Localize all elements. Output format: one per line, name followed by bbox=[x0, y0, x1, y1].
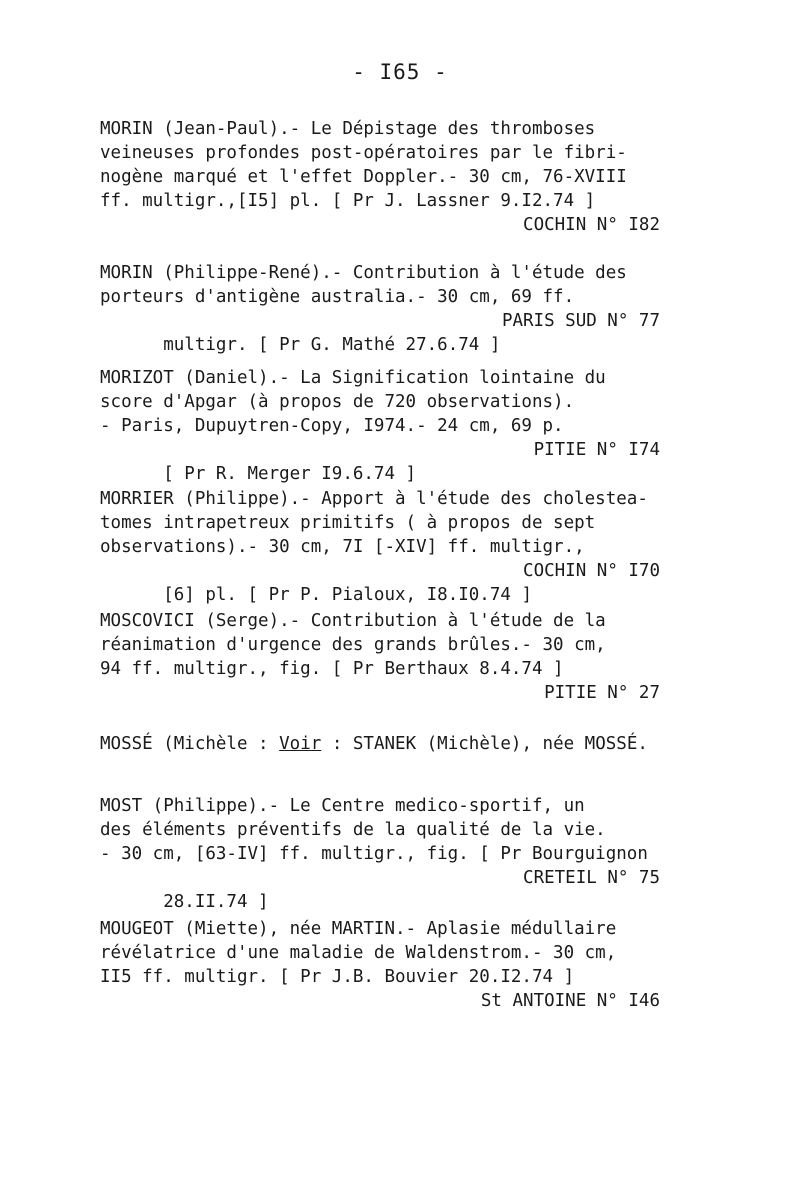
entry-line: MORIZOT (Daniel).- La Signification lointaine du bbox=[100, 368, 606, 388]
entry-location: PARIS SUD N° 77 bbox=[501, 311, 660, 331]
entry-line: MORIN (Philippe-René).- Contribution à l'étude des bbox=[100, 263, 627, 283]
entry-line: 28.II.74 ] bbox=[163, 892, 269, 912]
entry-line: des éléments préventifs de la qualité de la vie. bbox=[100, 820, 606, 840]
entry-location: COCHIN N° I70 bbox=[523, 561, 660, 581]
entry-line: réanimation d'urgence des grands brûles.- 30 cm, bbox=[100, 635, 606, 655]
entry-line: score d'Apgar (à propos de 720 observations). bbox=[100, 392, 575, 412]
cross-reference-target: : STANEK (Michèle), née MOSSÉ. bbox=[321, 734, 648, 754]
entry-line: MOSCOVICI (Serge).- Contribution à l'étude de la bbox=[100, 611, 606, 631]
entry-location: PITIE N° 27 bbox=[544, 683, 660, 703]
entry-line: tomes intrapetreux primitifs ( à propos de sept bbox=[100, 513, 596, 533]
bibliography-entry bbox=[100, 917, 660, 1013]
entry-line: MORIN (Jean-Paul).- Le Dépistage des thromboses bbox=[100, 119, 596, 139]
bibliography-entry bbox=[100, 794, 660, 912]
entry-line: - Paris, Dupuytren-Copy, I974.- 24 cm, 69 p. bbox=[100, 416, 564, 436]
bibliography-entry bbox=[100, 366, 660, 484]
entry-line: MOUGEOT (Miette), née MARTIN.- Aplasie médullaire bbox=[100, 919, 617, 939]
entry-location: St ANTOINE N° I46 bbox=[480, 991, 660, 1011]
entry-line: 94 ff. multigr., fig. [ Pr Berthaux 8.4.74 ] bbox=[100, 659, 564, 679]
entry-line: veineuses profondes post-opératoires par le fibri- bbox=[100, 143, 627, 163]
entry-location: CRETEIL N° 75 bbox=[523, 868, 660, 888]
entry-line: observations).- 30 cm, 7I [-XIV] ff. multigr., bbox=[100, 537, 585, 557]
entry-line: MOST (Philippe).- Le Centre medico-sportif, un bbox=[100, 796, 585, 816]
entry-line: multigr. [ Pr G. Mathé 27.6.74 ] bbox=[163, 335, 501, 355]
entry-line: [6] pl. [ Pr P. Pialoux, I8.I0.74 ] bbox=[163, 585, 532, 605]
entry-line: MORRIER (Philippe).- Apport à l'étude des cholestea- bbox=[100, 489, 648, 509]
entry-line: nogène marqué et l'effet Doppler.- 30 cm, 76-XVIII bbox=[100, 167, 627, 187]
entry-line: - 30 cm, [63-IV] ff. multigr., fig. [ Pr Bourguignon bbox=[100, 844, 648, 864]
entry-line: porteurs d'antigène australia.- 30 cm, 69 ff. bbox=[100, 287, 575, 307]
cross-reference-entry bbox=[100, 732, 660, 756]
bibliography-entry bbox=[100, 117, 660, 237]
entry-line: [ Pr R. Merger I9.6.74 ] bbox=[163, 464, 417, 484]
entry-location: COCHIN N° I82 bbox=[523, 215, 660, 235]
see-also-label: Voir bbox=[279, 734, 322, 754]
bibliography-entry bbox=[100, 487, 660, 605]
bibliography-entry bbox=[100, 609, 660, 705]
entry-location: PITIE N° I74 bbox=[533, 440, 660, 460]
entry-line: révélatrice d'une maladie de Waldenstrom.- 30 cm, bbox=[100, 943, 617, 963]
cross-reference-text: MOSSÉ (Michèle : bbox=[100, 734, 280, 754]
entry-line: ff. multigr.,[I5] pl. [ Pr J. Lassner 9.I2.74 ] bbox=[100, 191, 596, 211]
entry-line: II5 ff. multigr. [ Pr J.B. Bouvier 20.I2.74 ] bbox=[100, 967, 575, 987]
bibliography-entry bbox=[100, 261, 660, 355]
page-number: - I65 - bbox=[352, 60, 448, 84]
